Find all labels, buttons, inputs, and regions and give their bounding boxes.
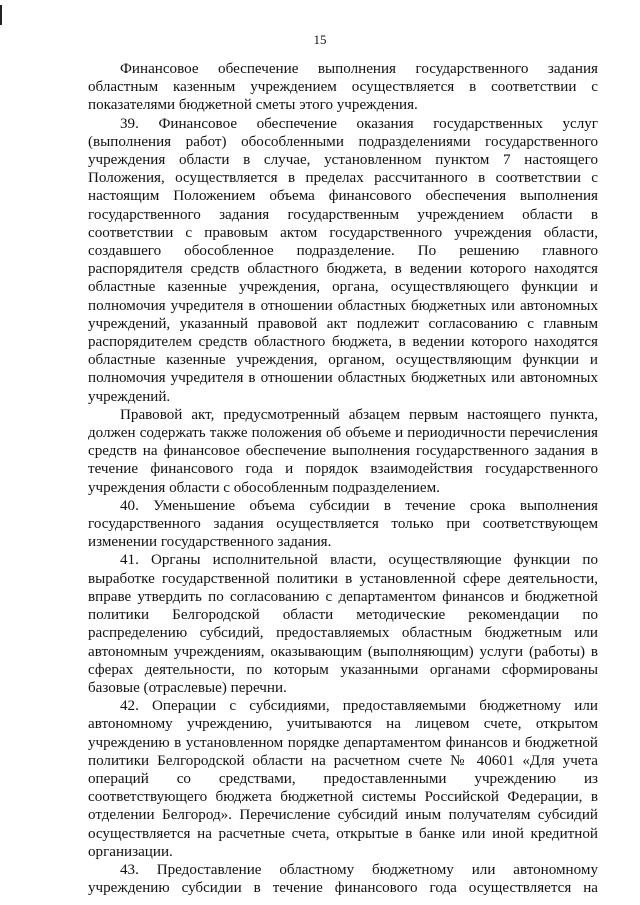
paragraph-39-legal-act: Правовой акт, предусмотренный абзацем первым настоящего пункта, должен содержать также положения об объеме и периодичности перечисления средств на финансовое обеспечение выполнения государственного задания в течение финансового года и порядок взаимодействия государственного учреждения области с обособленным подразделением.: [88, 406, 598, 496]
paragraph-40: 40. Уменьшение объема субсидии в течение срока выполнения государственного задания осуществляется только при соответствующем изменении государственного задания.: [88, 497, 598, 551]
paragraph-43: 43. Предоставление областному бюджетному или автономному учреждению субсидии в течение финансового года осуществляется на: [88, 861, 598, 897]
paragraph-39: 39. Финансовое обеспечение оказания государственных услуг (выполнения работ) обособленными подразделениями государственного учреждения области в случае, установленном пунктом 7 настоящего Положения, осуществляется в пределах рассчитанного в соответствии с настоящим Положением объема финансового обеспечения выполнения государственного задания государственным учреждением области в соответствии с правовым актом государственного учреждения области, создавшего обособленное подразделение. По решению главного распорядителя средств областного бюджета, в ведении которого находятся областные казенные учреждения, органа, осуществляющего функции и полномочия учредителя в отношении областных бюджетных или автономных учреждений, указанный правовой акт подлежит согласованию с главным распорядителем средств областного бюджета, в ведении которого находятся областные казенные учреждения, органом, осуществляющим функции и полномочия учредителя в отношении областных бюджетных или автономных учреждений.: [88, 115, 598, 405]
page-number: 15: [313, 32, 327, 47]
paragraph-budget-estimate: Финансовое обеспечение выполнения государственного задания областным казенным учреждением осуществляется в соответствии с показателями бюджетной сметы этого учреждения.: [88, 61, 598, 114]
paragraph-42: 42. Операции с субсидиями, предоставляемыми бюджетному или автономному учреждению, учитываются на лицевом счете, открытом учреждению в установленном порядке департаментом финансов и бюджетной политики Белгородской области на расчетном счете № 40601 «Для учета операций со средствами, предоставленными учреждению из соответствующего бюджета бюджетной системы Российской Федерации, в отделении Белгород». Перечисление субсидий иным получателям субсидий осуществляется на расчетные счета, открытые в банке или иной кредитной организации.: [88, 698, 598, 860]
paragraph-41: 41. Органы исполнительной власти, осуществляющие функции по выработке государственной политики в установленной сфере деятельности, вправе утвердить по согласованию с департаментом финансов и бюджетной политики Белгородской области методические рекомендации по распределению субсидий, предоставляемых областным бюджетным или автономным учреждениям, оказывающим (выполняющим) услуги (работы) в сферах деятельности, по которым указанными органами сформированы базовые (отраслевые) перечни.: [88, 552, 598, 696]
scan-edge-mark: [0, 5, 2, 25]
document-body: [88, 60, 598, 897]
